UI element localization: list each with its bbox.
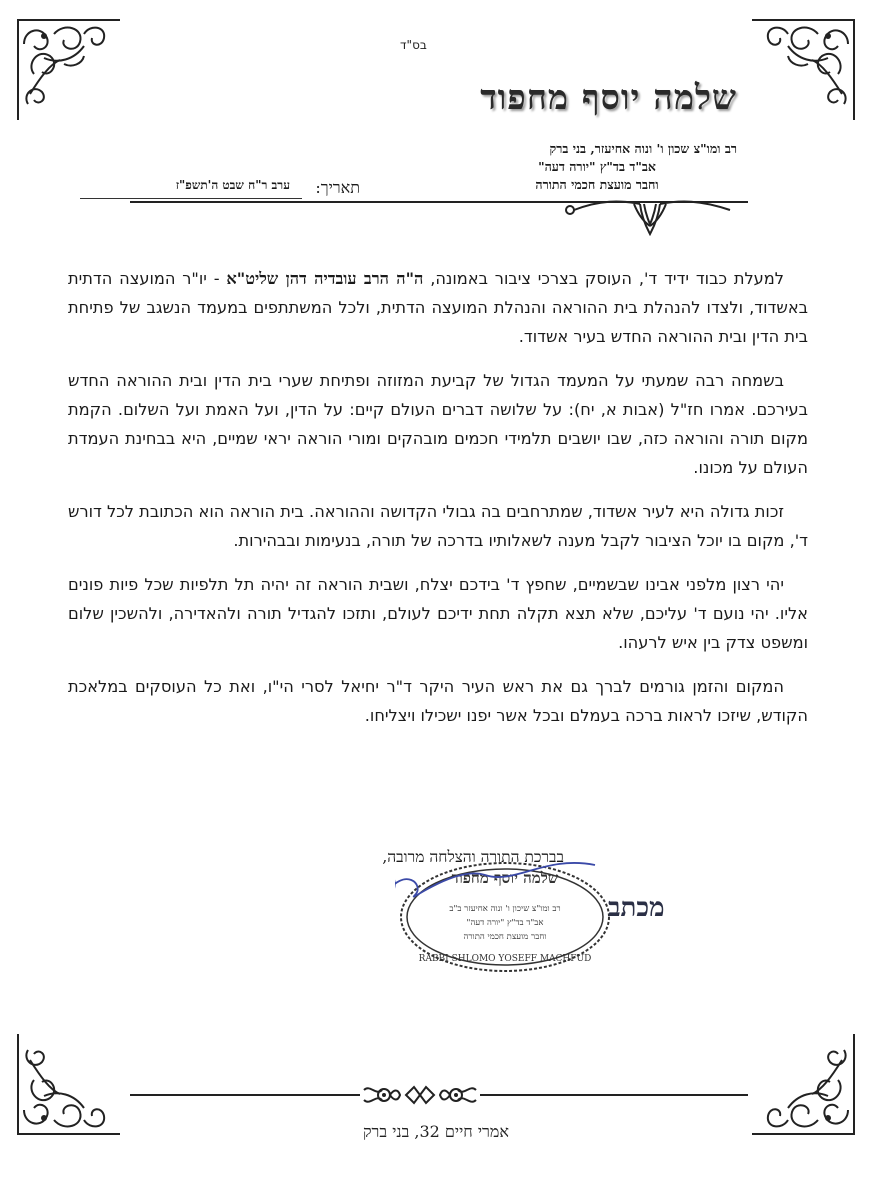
rabbi-stamp xyxy=(395,855,615,975)
stamp-name: שלמה יוסף מחפוד xyxy=(451,869,559,887)
svg-text:רב ומו"צ שיכון ו' ונוה אחיעזר: רב ומו"צ שיכון ו' ונוה אחיעזר ב"ב xyxy=(449,904,561,914)
corner-ornament-top-right xyxy=(748,14,858,124)
svg-text:וחבר מועצת חכמי התורה: וחבר מועצת חכמי התורה xyxy=(463,932,547,942)
title-line-1: רב ומו"צ שכון ו' ונוה אחיעזר, בני ברק xyxy=(549,141,737,156)
footer-address: אמרי חיים 32, בני ברק xyxy=(362,1122,509,1141)
date-value: ערב ר"ח שבט ה'תשפ"ז xyxy=(175,178,290,192)
recipient-name: ה"ה הרב עובדיה דהן שליט"א xyxy=(226,269,424,288)
bsd-header-mark: בס"ד xyxy=(400,38,427,52)
letterhead-titles xyxy=(457,140,737,194)
svg-text:אב"ד בד"ץ "יורה דעה": אב"ד בד"ץ "יורה דעה" xyxy=(466,918,544,928)
date-label: תאריך: xyxy=(315,178,360,197)
letterhead-name: שלמה יוסף מחפוד xyxy=(480,78,737,118)
svg-text:RABBI SHLOMO YOSEFF MACHFUD: RABBI SHLOMO YOSEFF MACHFUD xyxy=(418,954,592,964)
footer-flourish-icon xyxy=(360,1082,480,1108)
closing-blessing: בברכת התורה והצלחה מרובה, xyxy=(382,848,564,866)
paragraph-3: זכות גדולה היא לעיר אשדוד, שמתרחבים בה גבולי הקדושה וההוראה. בית הוראה הוא הכתובת לכל דורש ד', מקום בו יוכל הציבור לקבל מענה לשאלותיו בדרכה של תורה, בנעימות ובבהירות. xyxy=(68,502,808,550)
paragraph-2: בשמחה רבה שמעתי על המעמד הגדול של קביעת המזוזה ופתיחת שערי בית הדין ובית ההוראה החדש בעירכם. אמרו חז"ל (אבות א, יח): על שלושה דברים העולם קיים: על הדין, ועל האמת ועל השלום. הקמת מקום תורה והוראה כזה, שבו יושבים תלמידי חכמים מובהקים ומורי הוראה יראי שמיים, היא בבחינת העמדת העולם על מכונו. xyxy=(68,371,808,477)
paragraph-5: המקום והזמן גורמים לברך גם את ראש העיר היקר ד"ר יחיאל לסרי הי"ו, ואת כל העוסקים במלאכת הקודש, שיזכו לראות ברכה בעמלם ובכל אשר יפנו ישכילו ויצליחו. xyxy=(68,677,808,725)
paragraph-4: יהי רצון מלפני אבינו שבשמיים, שחפץ ד' בידכם יצלח, ושבית הוראה זה יהיה תל תלפיות שכל פיות פונים אליו. יהי נועם ד' עליכם, שלא תצא תקלה תחת ידיכם לעולם, ותזכו להגדיל תורה ולהאדירה, ולהשכין שלום ומשפט צדק בין איש לרעהו. xyxy=(68,575,808,652)
letter-body xyxy=(68,264,808,745)
header-flourish-icon xyxy=(560,196,740,236)
paragraph-1: למעלת כבוד ידיד ד', העוסק בצרכי ציבור באמונה, ה"ה הרב עובדיה דהן שליט"א - יו"ר המועצה הדתית באשדוד, ולצדו להנהלת בית ההוראה והנהלת המועצה הדתית, ולכל המשתתפים במעמד הנשגב של פתיחת בית הדין ובית ההוראה החדש בעיר אשדוד. xyxy=(68,269,808,346)
title-line-2: אב"ד בד"ץ "יורה דעה" xyxy=(538,159,656,174)
date-underline xyxy=(80,198,302,199)
corner-ornament-top-left xyxy=(14,14,124,124)
title-line-3: וחבר מועצת חכמי התורה xyxy=(535,177,659,192)
mikhtav-label: מכתב xyxy=(608,893,665,923)
